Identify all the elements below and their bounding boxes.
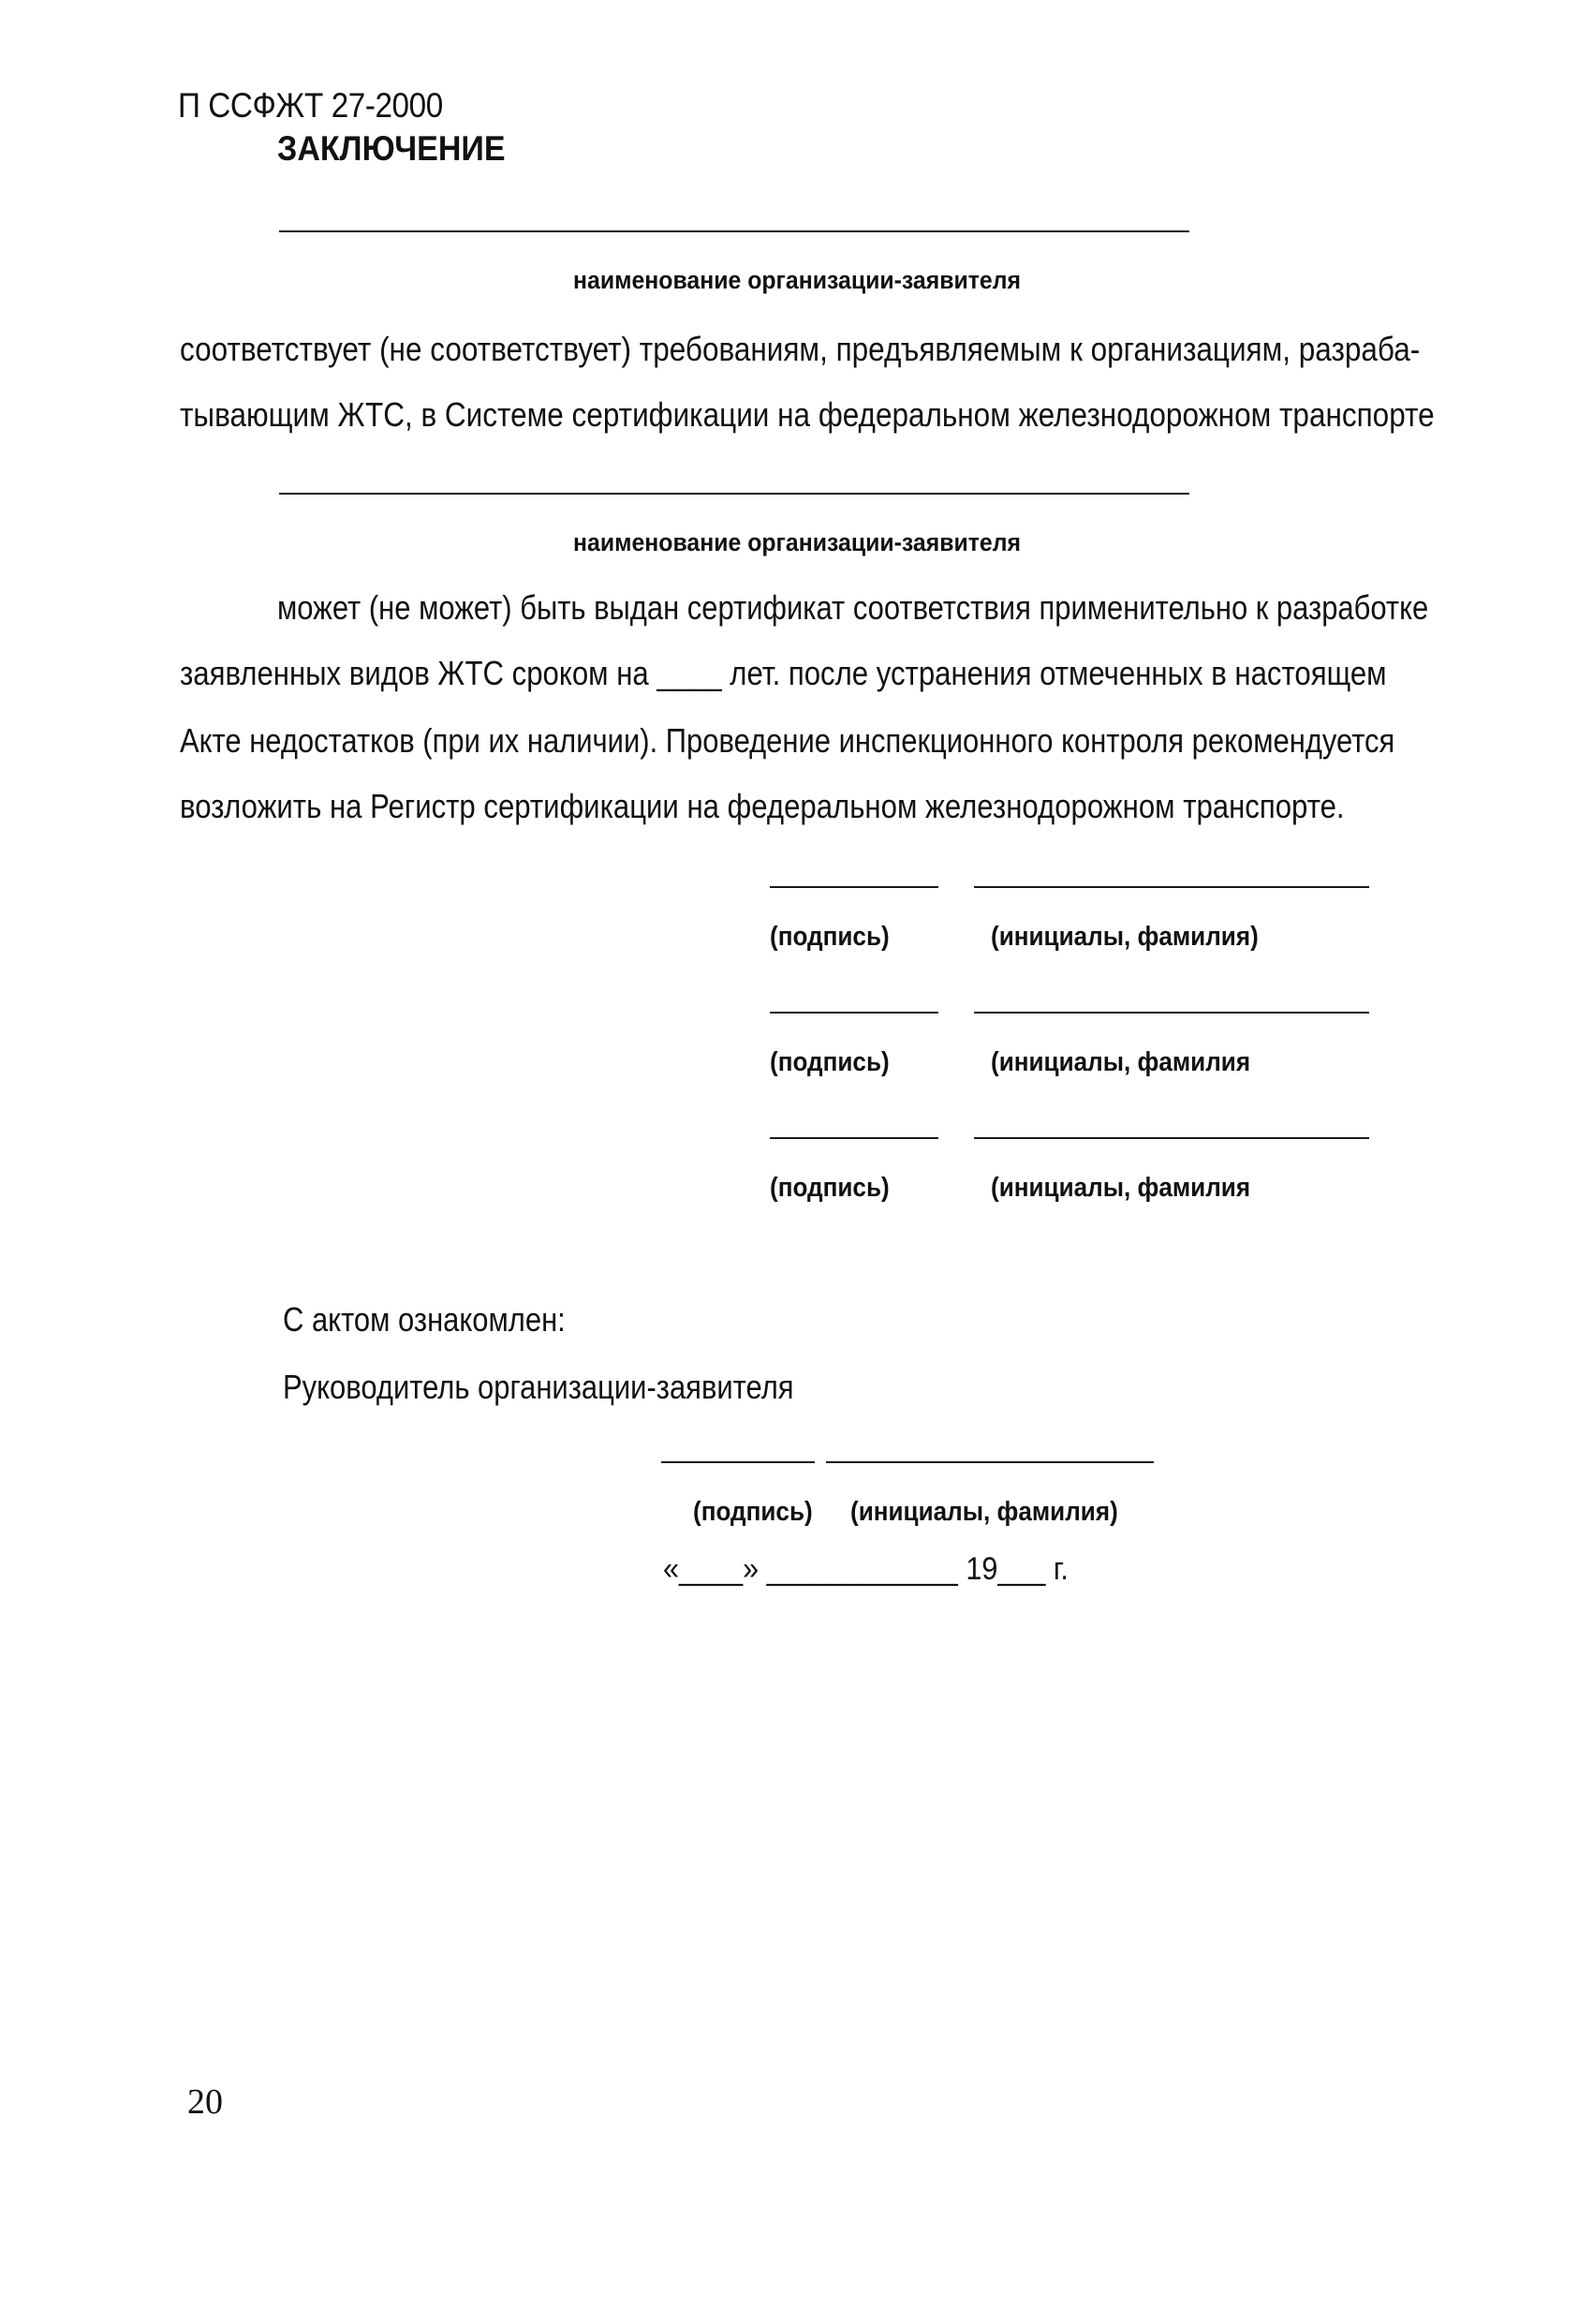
page-number: 20 — [187, 2082, 223, 2122]
name-caption-1: (инициалы, фамилия) — [991, 922, 1259, 952]
name-line-3 — [974, 1137, 1369, 1139]
applicant-name-line — [826, 1461, 1154, 1463]
signature-caption-2: (подпись) — [770, 1047, 890, 1077]
decision-line-1: может (не может) быть выдан сертификат соответствия применительно к разработке — [277, 588, 1429, 627]
document-title: ЗАКЛЮЧЕНИЕ — [277, 129, 506, 168]
document-code: П ССФЖТ 27-2000 — [178, 86, 443, 125]
signature-caption-1: (подпись) — [770, 922, 890, 952]
organization-name-line-2 — [279, 493, 1189, 495]
applicant-name-caption: (инициалы, фамилия) — [850, 1497, 1118, 1527]
decision-line-3: Акте недостатков (при их наличии). Проведение инспекционного контроля рекомендуется — [180, 721, 1395, 760]
date-line: «____» ____________ 19___ г. — [663, 1551, 1069, 1587]
applicant-signature-caption: (подпись) — [693, 1497, 813, 1527]
organization-name-caption-1: наименование организации-заявителя — [573, 266, 1022, 294]
applicant-signature-line — [661, 1461, 815, 1463]
name-caption-2: (инициалы, фамилия — [991, 1047, 1251, 1077]
signature-line-2 — [770, 1012, 938, 1014]
decision-line-4: возложить на Регистр сертификации на федеральном железнодорожном транспорте. — [180, 787, 1345, 825]
name-caption-3: (инициалы, фамилия — [991, 1173, 1251, 1203]
acknowledged-label: С актом ознакомлен: — [283, 1300, 566, 1339]
organization-name-caption-2: наименование организации-заявителя — [573, 528, 1022, 556]
organization-name-line-1 — [279, 230, 1189, 232]
conclusion-line-1: соответствует (не соответствует) требованиям, предъявляемым к организациям, разраба- — [180, 330, 1421, 368]
applicant-head-label: Руководитель организации-заявителя — [283, 1368, 794, 1406]
signature-caption-3: (подпись) — [770, 1173, 890, 1203]
decision-line-2: заявленных видов ЖТС сроком на ____ лет. после устранения отмеченных в настоящем — [180, 654, 1387, 692]
conclusion-line-2: тывающим ЖТС, в Системе сертификации на федеральном железнодорожном транспорте — [180, 395, 1435, 434]
name-line-2 — [974, 1012, 1369, 1014]
signature-line-3 — [770, 1137, 938, 1139]
name-line-1 — [974, 886, 1369, 888]
signature-line-1 — [770, 886, 938, 888]
